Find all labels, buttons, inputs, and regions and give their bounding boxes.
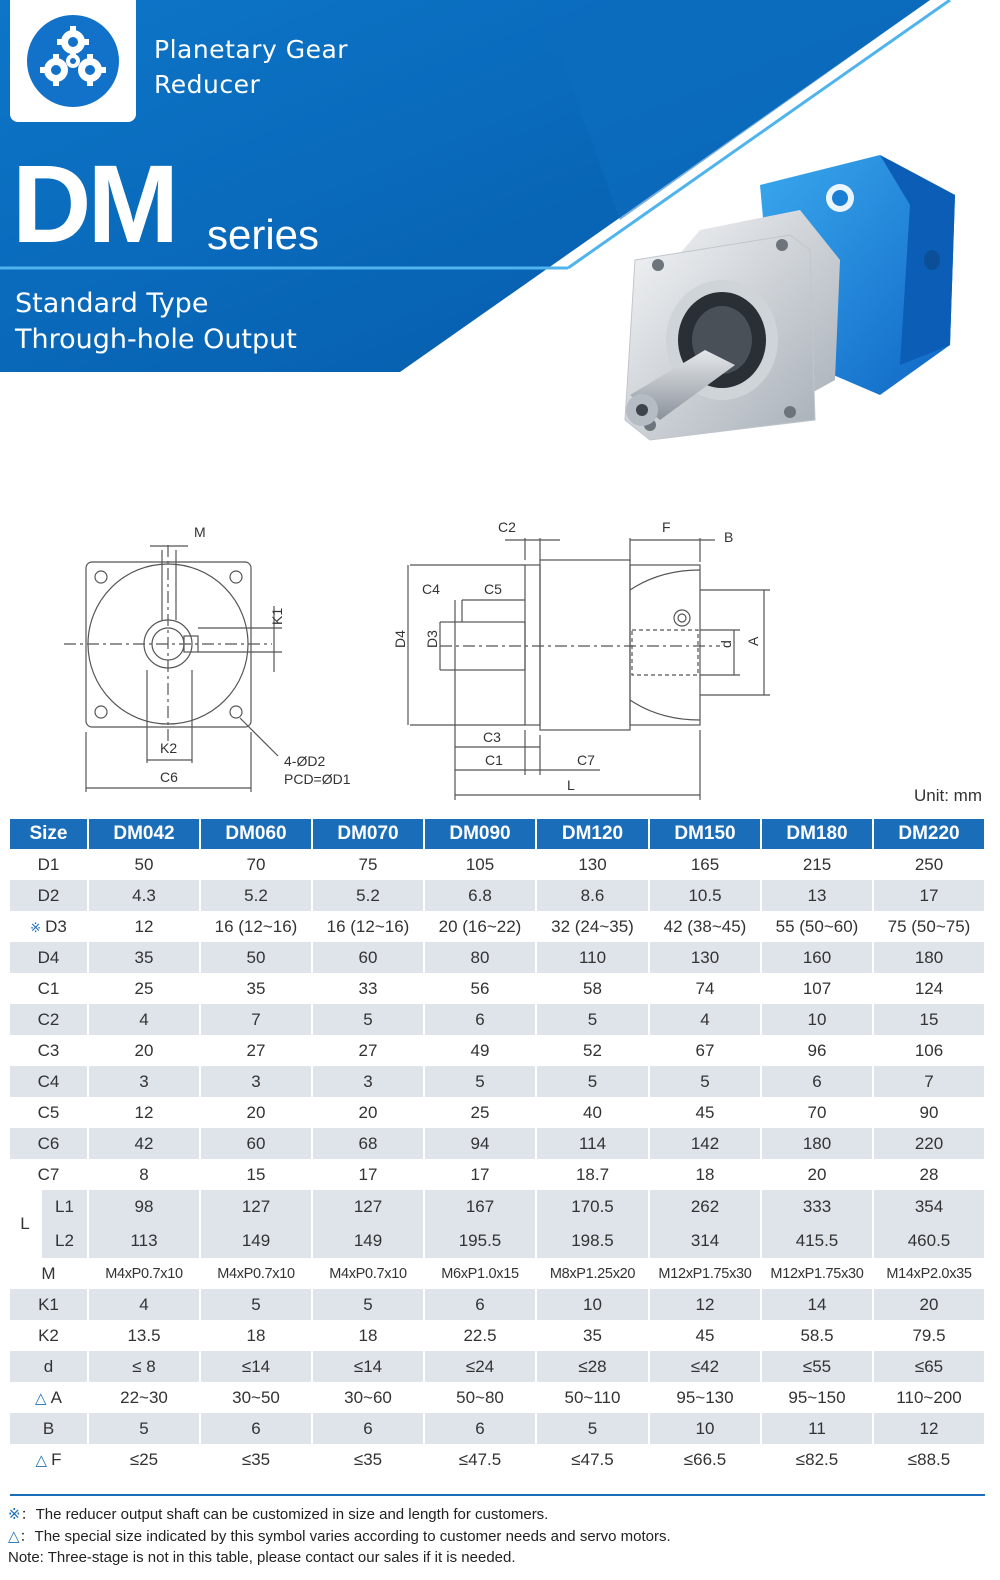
table-cell: 5: [200, 1289, 312, 1320]
row-label-text: C1: [37, 978, 60, 998]
table-row: [10, 942, 985, 973]
table-cell: 98: [88, 1190, 200, 1224]
table-cell: 198.5: [536, 1224, 649, 1258]
row-label: [10, 1097, 88, 1128]
table-cell: 58.5: [761, 1320, 873, 1351]
row-label: [10, 1413, 88, 1444]
table-row: [10, 1035, 985, 1066]
series-code: DM: [12, 143, 176, 266]
table-cell: 160: [761, 942, 873, 973]
table-row: [10, 973, 985, 1004]
table-cell: 5: [312, 1289, 424, 1320]
row-label: [10, 1004, 88, 1035]
table-cell: 106: [873, 1035, 985, 1066]
special-size-mark-icon: △: [35, 1451, 48, 1469]
table-cell: 262: [649, 1190, 761, 1224]
table-cell: 13: [761, 880, 873, 911]
table-cell: 180: [873, 942, 985, 973]
table-cell: 49: [424, 1035, 536, 1066]
note-2-symbol: △: [8, 1527, 20, 1545]
table-cell: 5: [88, 1413, 200, 1444]
table-cell: ≤65: [873, 1351, 985, 1382]
table-cell: 80: [424, 942, 536, 973]
label-d: d: [718, 640, 734, 648]
table-row: [10, 1097, 985, 1128]
logo-box: [10, 0, 136, 122]
row-label: [10, 1258, 88, 1289]
table-cell: 3: [88, 1066, 200, 1097]
table-row: [10, 880, 985, 911]
table-row: [10, 1351, 985, 1382]
table-cell: ≤47.5: [424, 1444, 536, 1475]
table-row: [10, 1382, 985, 1413]
label-L: L: [567, 777, 575, 793]
table-cell: 130: [649, 942, 761, 973]
table-cell: 17: [424, 1159, 536, 1190]
table-cell: 12: [873, 1413, 985, 1444]
label-holes: 4-ØD2: [284, 753, 326, 769]
label-C1: C1: [485, 752, 503, 768]
table-cell: 35: [536, 1320, 649, 1351]
table-cell: 20 (16~22): [424, 911, 536, 942]
table-cell: M8xP1.25x20: [536, 1258, 649, 1289]
label-C7: C7: [577, 752, 595, 768]
table-row: [10, 849, 985, 880]
row-label-text: K2: [38, 1325, 59, 1345]
row-label: [10, 942, 88, 973]
table-cell: 7: [873, 1066, 985, 1097]
row-label-text: C7: [37, 1164, 60, 1184]
row-label: [10, 1159, 88, 1190]
row-label: [10, 1066, 88, 1097]
label-pcd: PCD=ØD1: [284, 771, 351, 787]
row-label: [10, 1035, 88, 1066]
header-model: DM042: [88, 819, 200, 849]
table-cell: 30~60: [312, 1382, 424, 1413]
header-model: DM120: [536, 819, 649, 849]
header-model: DM090: [424, 819, 536, 849]
table-cell: 67: [649, 1035, 761, 1066]
table-row: [10, 911, 985, 942]
table-cell: 70: [761, 1097, 873, 1128]
row-label: [10, 973, 88, 1004]
label-D3: D3: [424, 630, 440, 648]
row-label: [10, 1382, 88, 1413]
table-cell: 333: [761, 1190, 873, 1224]
table-cell: 10: [536, 1289, 649, 1320]
row-label-text: F: [51, 1449, 62, 1469]
table-cell: 16 (12~16): [200, 911, 312, 942]
customizable-mark-icon: ※: [30, 919, 42, 935]
table-cell: 5.2: [312, 880, 424, 911]
table-cell: 35: [200, 973, 312, 1004]
table-cell: 215: [761, 849, 873, 880]
header-size: Size: [10, 819, 88, 849]
row-label-text: D3: [45, 916, 67, 936]
table-cell: 20: [761, 1159, 873, 1190]
table-cell: 11: [761, 1413, 873, 1444]
table-row: [10, 1444, 985, 1475]
table-cell: M14xP2.0x35: [873, 1258, 985, 1289]
table-bottom-rule: [10, 1494, 985, 1496]
table-cell: 142: [649, 1128, 761, 1159]
brand-line-2: Reducer: [154, 70, 261, 99]
table-row: [10, 1224, 985, 1258]
row-label-text: A: [50, 1387, 62, 1407]
table-cell: 6: [200, 1413, 312, 1444]
table-cell: 5: [649, 1066, 761, 1097]
table-cell: 127: [312, 1190, 424, 1224]
table-cell: 90: [873, 1097, 985, 1128]
table-cell: 25: [88, 973, 200, 1004]
table-cell: 42 (38~45): [649, 911, 761, 942]
label-M: M: [194, 524, 206, 540]
table-cell: 95~150: [761, 1382, 873, 1413]
row-label-text: C3: [37, 1040, 60, 1060]
table-cell: 170.5: [536, 1190, 649, 1224]
table-row: [10, 1320, 985, 1351]
footnotes: [8, 1504, 671, 1569]
table-cell: 74: [649, 973, 761, 1004]
table-cell: 18.7: [536, 1159, 649, 1190]
table-cell: 5: [536, 1004, 649, 1035]
table-cell: 15: [873, 1004, 985, 1035]
table-cell: 149: [312, 1224, 424, 1258]
brand-line-1: Planetary Gear: [154, 35, 349, 64]
table-cell: 18: [649, 1159, 761, 1190]
table-cell: 165: [649, 849, 761, 880]
header-model: DM070: [312, 819, 424, 849]
label-C3: C3: [483, 729, 501, 745]
table-cell: 50~110: [536, 1382, 649, 1413]
row-label-text: C5: [37, 1102, 60, 1122]
note-2-text: ：The special size indicated by this symbol varies according to customer needs and servo motors.: [19, 1527, 671, 1545]
label-C2: C2: [498, 519, 516, 535]
table-cell: ≤35: [200, 1444, 312, 1475]
table-cell: 20: [312, 1097, 424, 1128]
row-label: [10, 1351, 88, 1382]
table-row: [10, 1128, 985, 1159]
table-cell: ≤55: [761, 1351, 873, 1382]
row-label-text: B: [42, 1418, 55, 1438]
row-label-text: C4: [37, 1071, 60, 1091]
table-cell: 6: [761, 1066, 873, 1097]
table-cell: 58: [536, 973, 649, 1004]
table-cell: 60: [200, 1128, 312, 1159]
table-cell: ≤25: [88, 1444, 200, 1475]
note-1-symbol: ※: [8, 1506, 21, 1523]
row-label-text: K1: [38, 1294, 59, 1314]
table-cell: 12: [649, 1289, 761, 1320]
table-cell: 79.5: [873, 1320, 985, 1351]
header-model: DM150: [649, 819, 761, 849]
table-cell: M4xP0.7x10: [312, 1258, 424, 1289]
brand-name: [154, 32, 348, 102]
table-cell: 27: [200, 1035, 312, 1066]
table-cell: 13.5: [88, 1320, 200, 1351]
table-cell: 52: [536, 1035, 649, 1066]
table-cell: 127: [200, 1190, 312, 1224]
table-row: [10, 1004, 985, 1035]
row-label-text: L1: [40, 1190, 87, 1224]
table-cell: 40: [536, 1097, 649, 1128]
table-cell: 113: [88, 1224, 200, 1258]
row-label: [10, 1289, 88, 1320]
table-cell: M6xP1.0x15: [424, 1258, 536, 1289]
table-row: [10, 1190, 985, 1224]
table-cell: 105: [424, 849, 536, 880]
row-label-text: M: [41, 1263, 56, 1283]
table-cell: 460.5: [873, 1224, 985, 1258]
row-label-text: C6: [37, 1133, 60, 1153]
table-cell: 5: [424, 1066, 536, 1097]
table-cell: 220: [873, 1128, 985, 1159]
table-cell: 17: [873, 880, 985, 911]
header-model: DM220: [873, 819, 985, 849]
series-subtitle: [15, 286, 297, 358]
subtitle-line-2: Through-hole Output: [15, 324, 297, 355]
table-cell: ≤47.5: [536, 1444, 649, 1475]
table-cell: 12: [88, 911, 200, 942]
table-cell: 50~80: [424, 1382, 536, 1413]
table-cell: M12xP1.75x30: [761, 1258, 873, 1289]
label-A: A: [745, 636, 761, 646]
subtitle-line-1: Standard Type: [15, 288, 209, 319]
series-word: series: [207, 211, 320, 258]
table-cell: 6.8: [424, 880, 536, 911]
table-cell: 30~50: [200, 1382, 312, 1413]
note-3: Note: Three-stage is not in this table, please contact our sales if it is needed.: [8, 1549, 516, 1566]
table-cell: 10.5: [649, 880, 761, 911]
table-cell: 4: [88, 1004, 200, 1035]
table-row: [10, 1289, 985, 1320]
label-C4: C4: [422, 581, 440, 597]
row-label: [10, 1128, 88, 1159]
table-cell: 3: [312, 1066, 424, 1097]
technical-drawings: [0, 510, 1000, 810]
table-cell: ≤28: [536, 1351, 649, 1382]
table-cell: 22~30: [88, 1382, 200, 1413]
table-cell: ≤35: [312, 1444, 424, 1475]
table-cell: 10: [649, 1413, 761, 1444]
table-cell: 33: [312, 973, 424, 1004]
row-label-text: L2: [40, 1224, 87, 1258]
table-cell: 130: [536, 849, 649, 880]
table-cell: 314: [649, 1224, 761, 1258]
row-label: [10, 911, 88, 942]
table-cell: 5: [536, 1066, 649, 1097]
table-cell: 45: [649, 1097, 761, 1128]
table-cell: 94: [424, 1128, 536, 1159]
table-cell: 28: [873, 1159, 985, 1190]
table-cell: 14: [761, 1289, 873, 1320]
table-cell: 20: [88, 1035, 200, 1066]
table-cell: 45: [649, 1320, 761, 1351]
header-model: DM180: [761, 819, 873, 849]
table-cell: 6: [424, 1289, 536, 1320]
table-cell: 6: [424, 1413, 536, 1444]
label-D4: D4: [392, 630, 408, 648]
table-cell: 8.6: [536, 880, 649, 911]
table-cell: 110: [536, 942, 649, 973]
table-cell: M4xP0.7x10: [200, 1258, 312, 1289]
header-model: DM060: [200, 819, 312, 849]
special-size-mark-icon: △: [35, 1389, 47, 1407]
table-cell: 4: [649, 1004, 761, 1035]
label-B: B: [724, 529, 734, 545]
table-cell: 180: [761, 1128, 873, 1159]
row-label: [10, 1190, 88, 1233]
row-label-text: D4: [37, 947, 60, 967]
table-cell: 124: [873, 973, 985, 1004]
gear-logo-icon: [10, 0, 136, 122]
label-C6: C6: [160, 769, 178, 785]
table-row: [10, 1258, 985, 1289]
unit-label: Unit: mm: [914, 786, 982, 805]
row-label-text: D2: [37, 885, 60, 905]
table-cell: 415.5: [761, 1224, 873, 1258]
table-cell: 56: [424, 973, 536, 1004]
table-cell: ≤ 8: [88, 1351, 200, 1382]
table-cell: 60: [312, 942, 424, 973]
row-label-text: C2: [37, 1009, 60, 1029]
table-cell: 55 (50~60): [761, 911, 873, 942]
table-cell: 20: [200, 1097, 312, 1128]
table-row: [10, 1159, 985, 1190]
table-cell: 32 (24~35): [536, 911, 649, 942]
table-cell: ≤24: [424, 1351, 536, 1382]
table-cell: 50: [88, 849, 200, 880]
table-header-row: [10, 819, 985, 849]
table-cell: 107: [761, 973, 873, 1004]
table-cell: M12xP1.75x30: [649, 1258, 761, 1289]
table-cell: ≤14: [200, 1351, 312, 1382]
table-row: [10, 1066, 985, 1097]
table-cell: 4.3: [88, 880, 200, 911]
note-1-text: ：The reducer output shaft can be customized in size and length for customers.: [20, 1506, 549, 1523]
table-cell: 68: [312, 1128, 424, 1159]
table-cell: 27: [312, 1035, 424, 1066]
table-cell: M4xP0.7x10: [88, 1258, 200, 1289]
table-cell: 22.5: [424, 1320, 536, 1351]
table-cell: 3: [200, 1066, 312, 1097]
row-label: [10, 880, 88, 911]
table-cell: 4: [88, 1289, 200, 1320]
label-K1: K1: [269, 607, 285, 625]
table-cell: 25: [424, 1097, 536, 1128]
table-cell: 5: [312, 1004, 424, 1035]
gear-reducer-product-image: [610, 150, 1000, 480]
table-cell: 50: [200, 942, 312, 973]
table-cell: ≤42: [649, 1351, 761, 1382]
table-cell: 95~130: [649, 1382, 761, 1413]
table-cell: 6: [424, 1004, 536, 1035]
table-cell: 110~200: [873, 1382, 985, 1413]
table-row: [10, 1413, 985, 1444]
table-cell: ≤66.5: [649, 1444, 761, 1475]
table-cell: 12: [88, 1097, 200, 1128]
table-cell: 75: [312, 849, 424, 880]
table-cell: 114: [536, 1128, 649, 1159]
table-cell: 149: [200, 1224, 312, 1258]
table-cell: 17: [312, 1159, 424, 1190]
table-cell: 18: [200, 1320, 312, 1351]
table-cell: 5.2: [200, 880, 312, 911]
row-label: [10, 1320, 88, 1351]
table-cell: 10: [761, 1004, 873, 1035]
table-cell: 16 (12~16): [312, 911, 424, 942]
table-cell: 6: [312, 1413, 424, 1444]
table-cell: 195.5: [424, 1224, 536, 1258]
table-cell: 15: [200, 1159, 312, 1190]
table-cell: 354: [873, 1190, 985, 1224]
table-cell: ≤82.5: [761, 1444, 873, 1475]
row-label: [10, 1444, 88, 1475]
table-cell: ≤88.5: [873, 1444, 985, 1475]
row-label: [10, 849, 88, 880]
table-cell: 70: [200, 849, 312, 880]
row-label-group: L: [10, 1207, 40, 1241]
note-1: [8, 1504, 671, 1526]
label-K2: K2: [160, 740, 178, 756]
table-cell: 167: [424, 1190, 536, 1224]
spec-table: [10, 819, 986, 1475]
table-cell: 96: [761, 1035, 873, 1066]
table-cell: 5: [536, 1413, 649, 1444]
table-cell: 7: [200, 1004, 312, 1035]
table-cell: 35: [88, 942, 200, 973]
table-cell: 42: [88, 1128, 200, 1159]
label-F: F: [662, 519, 671, 535]
row-label-text: d: [43, 1356, 54, 1376]
label-C5: C5: [484, 581, 502, 597]
table-cell: 8: [88, 1159, 200, 1190]
table-cell: 250: [873, 849, 985, 880]
table-cell: ≤14: [312, 1351, 424, 1382]
note-2: [8, 1526, 671, 1548]
row-label-text: D1: [37, 854, 60, 874]
table-cell: 18: [312, 1320, 424, 1351]
table-cell: 75 (50~75): [873, 911, 985, 942]
table-cell: 20: [873, 1289, 985, 1320]
